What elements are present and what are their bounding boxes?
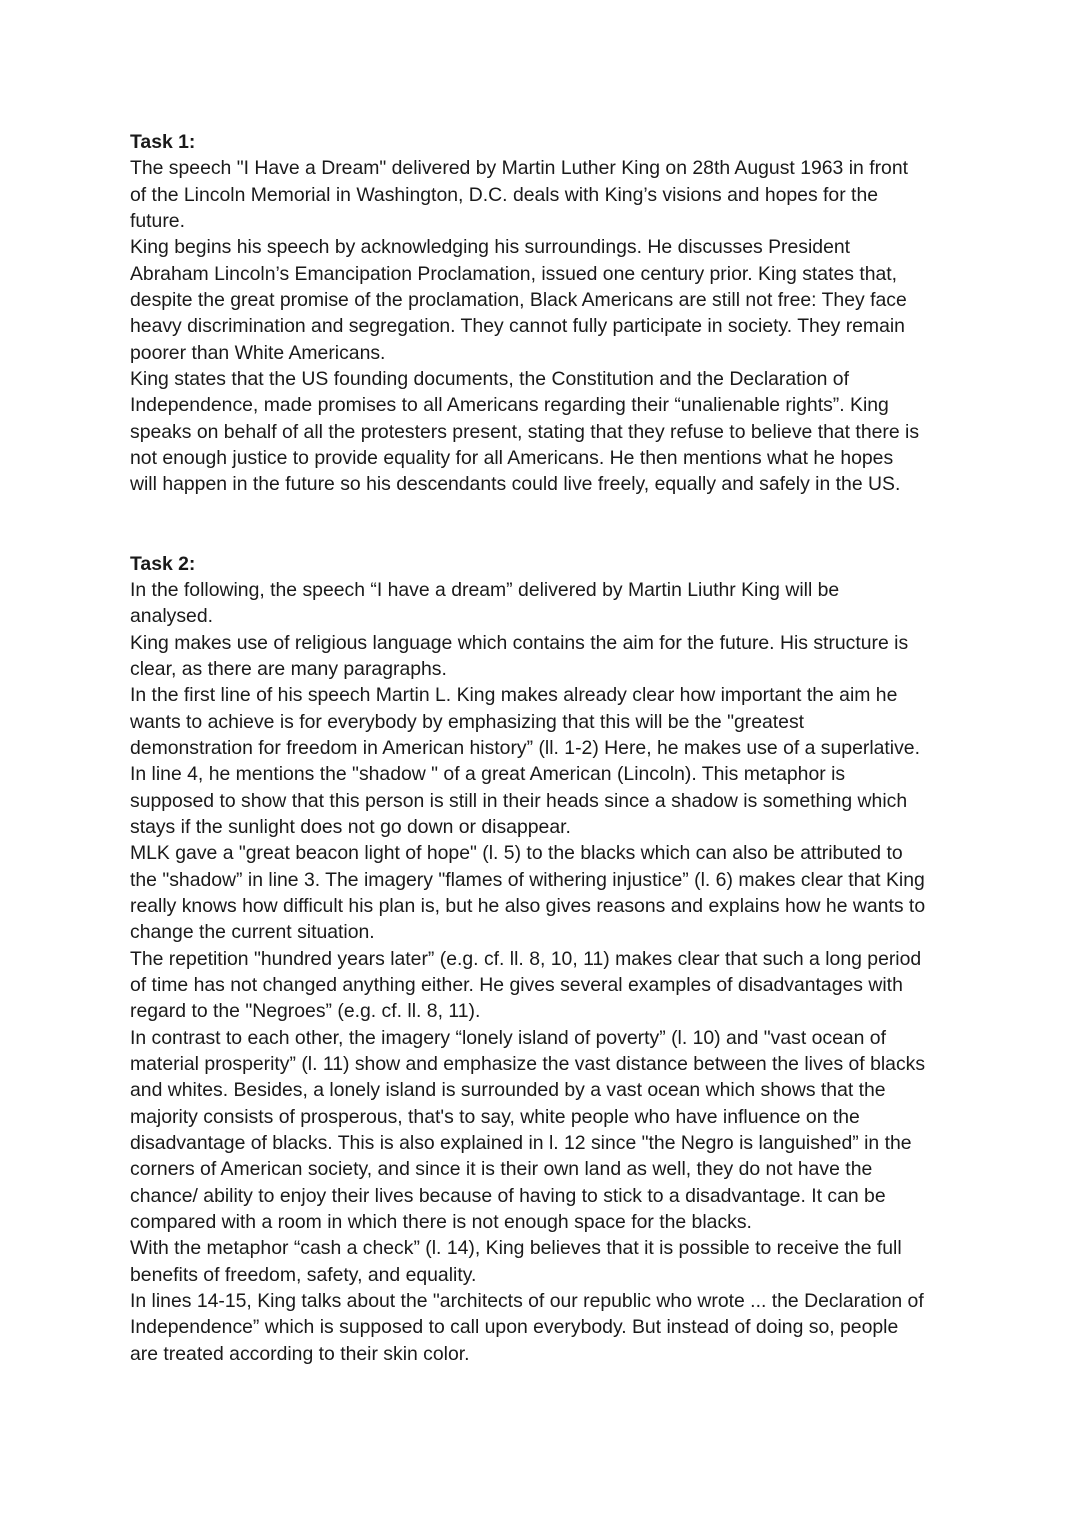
text-line: In the first line of his speech Martin L. King makes already clear how important the aim he — [130, 684, 898, 707]
task-2-section — [130, 551, 970, 1368]
text-line: poorer than White Americans. — [130, 341, 386, 364]
text-line: analysed. — [130, 605, 214, 628]
text-line: With the metaphor “cash a check” (l. 14), King believes that it is possible to receive the full — [130, 1237, 902, 1260]
text-line: supposed to show that this person is still in their heads since a shadow is something which — [130, 789, 908, 812]
text-line: speaks on behalf of all the protesters present, stating that they refuse to believe that there is — [130, 420, 920, 443]
text-line: are treated according to their skin color. — [130, 1342, 470, 1365]
text-line: will happen in the future so his descendants could live freely, equally and safely in the US. — [130, 473, 901, 496]
text-line: really knows how difficult his plan is, but he also gives reasons and explains how he wants to — [130, 894, 926, 917]
text-line: demonstration for freedom in American history” (ll. 1-2) Here, he makes use of a superlative. — [130, 736, 920, 759]
text-line: In the following, the speech “I have a dream” delivered by Martin Liuthr King will be — [130, 578, 840, 601]
text-line: of the Lincoln Memorial in Washington, D.C. deals with King’s visions and hopes for the — [130, 183, 879, 206]
text-line: disadvantage of blacks. This is also explained in l. 12 since "the Negro is languished” in the — [130, 1132, 912, 1155]
text-line: future. — [130, 210, 185, 233]
text-line: In lines 14-15, King talks about the "architects of our republic who wrote ... the Declaration of — [130, 1290, 924, 1313]
task-1-section — [130, 129, 970, 498]
text-line: benefits of freedom, safety, and equality. — [130, 1263, 477, 1286]
text-line: In line 4, he mentions the "shadow " of a great American (Lincoln). This metaphor is — [130, 763, 846, 786]
text-line: heavy discrimination and segregation. They cannot fully participate in society. They remain — [130, 315, 905, 338]
text-line: In contrast to each other, the imagery “lonely island of poverty” (l. 10) and "vast ocean of — [130, 1026, 886, 1049]
text-line: Independence, made promises to all Americans regarding their “unalienable rights”. King — [130, 394, 889, 417]
text-line: stays if the sunlight does not go down or disappear. — [130, 815, 571, 838]
text-line: MLK gave a "great beacon light of hope" (l. 5) to the blacks which can also be attributed to — [130, 842, 903, 865]
text-line: clear, as there are many paragraphs. — [130, 657, 447, 680]
text-line: and whites. Besides, a lonely island is surrounded by a vast ocean which shows that the — [130, 1079, 886, 1102]
text-line: majority consists of prosperous, that's to say, white people who have influence on the — [130, 1105, 860, 1128]
text-line: of time has not changed anything either. He gives several examples of disadvantages with — [130, 974, 903, 996]
section-spacer — [130, 498, 970, 551]
text-line: King states that the US founding documents, the Constitution and the Declaration of — [130, 368, 849, 391]
text-line: despite the great promise of the proclamation, Black Americans are still not free: They face — [130, 289, 907, 312]
text-line: regard to the "Negroes” (e.g. cf. ll. 8, 11). — [130, 1000, 481, 1023]
text-line: King makes use of religious language which contains the aim for the future. His structure is — [130, 631, 909, 654]
text-line: Abraham Lincoln’s Emancipation Proclamation, issued one century prior. King states that, — [130, 262, 898, 285]
text-line: not enough justice to provide equality for all Americans. He then mentions what he hopes — [130, 447, 894, 470]
text-line: wants to achieve is for everybody by emphasizing that this will be the "greatest — [130, 710, 805, 733]
text-line: the "shadow” in line 3. The imagery "flames of withering injustice” (l. 6) makes clear that King — [130, 868, 925, 891]
task-1-heading: Task 1: — [130, 131, 196, 153]
text-line: The repetition "hundred years later” (e.g. cf. ll. 8, 10, 11) makes clear that such a long period — [130, 947, 922, 970]
task-1-body — [130, 155, 970, 497]
task-2-body — [130, 577, 970, 1367]
document-page — [130, 129, 970, 1367]
task-2-heading: Task 2: — [130, 552, 196, 575]
text-line: The speech "I Have a Dream" delivered by Martin Luther King on 28th August 1963 in front — [130, 157, 908, 180]
text-line: material prosperity” (l. 11) show and emphasize the vast distance between the lives of blacks — [130, 1053, 926, 1076]
text-line: change the current situation. — [130, 921, 375, 944]
text-line: Independence” which is supposed to call upon everybody. But instead of doing so, people — [130, 1316, 899, 1339]
text-line: corners of American society, and since it is their own land as well, they do not have the — [130, 1158, 873, 1181]
text-line: King begins his speech by acknowledging his surroundings. He discusses President — [130, 236, 851, 259]
text-line: compared with a room in which there is not enough space for the blacks. — [130, 1211, 752, 1234]
text-line: chance/ ability to enjoy their lives because of having to stick to a disadvantage. It can be — [130, 1184, 886, 1207]
